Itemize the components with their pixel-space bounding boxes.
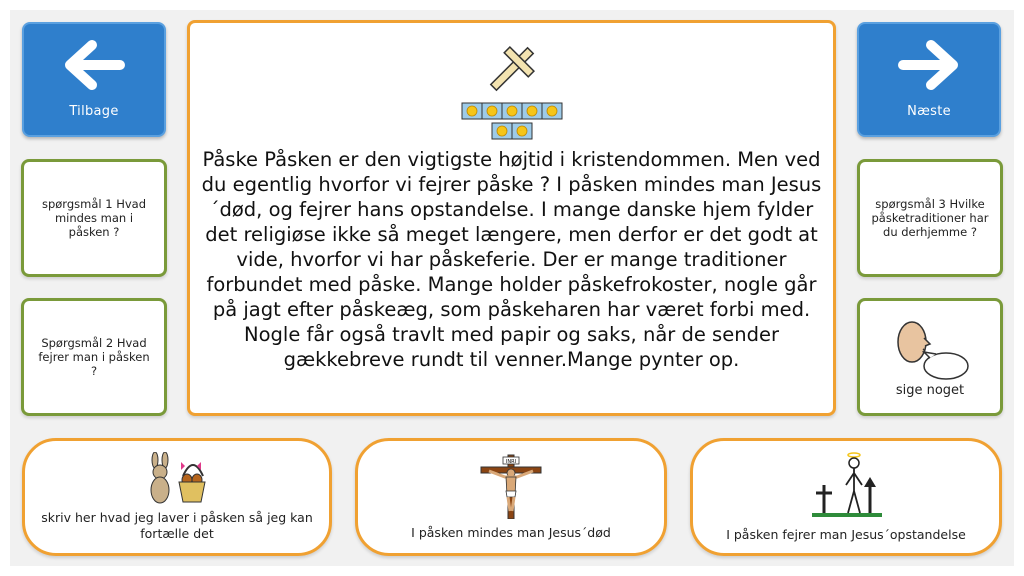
bottom-activity-button[interactable]	[22, 438, 332, 556]
stage	[10, 10, 1014, 566]
question-1-button[interactable]	[21, 159, 167, 277]
easter-bunny-and-egg-basket-icon	[145, 452, 209, 504]
bottom-resurrection-label: I påsken fejrer man Jesus´opstandelse	[726, 527, 966, 542]
resurrection-icon	[808, 451, 884, 521]
bottom-resurrection-button[interactable]	[690, 438, 1002, 556]
cross-and-calendar-icon	[457, 39, 567, 147]
speaking-head-icon	[890, 316, 970, 382]
bottom-activity-label: skriv her hvad jeg laver i påsken så jeg kan fortælle det	[41, 510, 313, 541]
inri-label: INRI	[505, 459, 517, 465]
question-3-label: spørgsmål 3 Hvilke påsketraditioner har du derhjemme ?	[871, 197, 989, 239]
main-text-panel[interactable]	[187, 20, 836, 416]
back-label: Tilbage	[69, 104, 119, 119]
question-1-label: spørgsmål 1 Hvad mindes man i påsken ?	[41, 197, 147, 239]
next-button[interactable]	[857, 22, 1001, 137]
arrow-left-icon	[62, 40, 126, 90]
say-something-label: sige noget	[895, 383, 965, 398]
question-3-button[interactable]	[857, 159, 1003, 277]
main-text: Påske Påsken er den vigtigste højtid i kristendommen. Men ved du egentlig hvorfor vi fejrer påske ? I påsken mindes man Jesus´død, og fejrer hans opstandelse. I mange danske hjem fylder det religiøse ikke så meget længere, men derfor er det godt at vide, hvorfor vi har påskeferie. Der er mange traditioner forbundet med påske. Mange holder påskefrokoster, nogle går på jagt efter påskeæg, som påskeharen har været forbi med. Nogle får også travlt med papir og saks, når de sender gækkebreve rundt til venner.Mange pynter op.	[201, 148, 822, 371]
bottom-death-button[interactable]	[355, 438, 667, 556]
next-label: Næste	[907, 104, 951, 119]
question-2-label: Spørgsmål 2 Hvad fejrer man i påsken ?	[38, 336, 150, 378]
say-something-button[interactable]	[857, 298, 1003, 416]
bottom-death-label: I påsken mindes man Jesus´død	[411, 525, 611, 540]
arrow-right-icon	[897, 40, 961, 90]
crucifix-icon	[479, 453, 543, 519]
back-button[interactable]	[22, 22, 166, 137]
question-2-button[interactable]	[21, 298, 167, 416]
